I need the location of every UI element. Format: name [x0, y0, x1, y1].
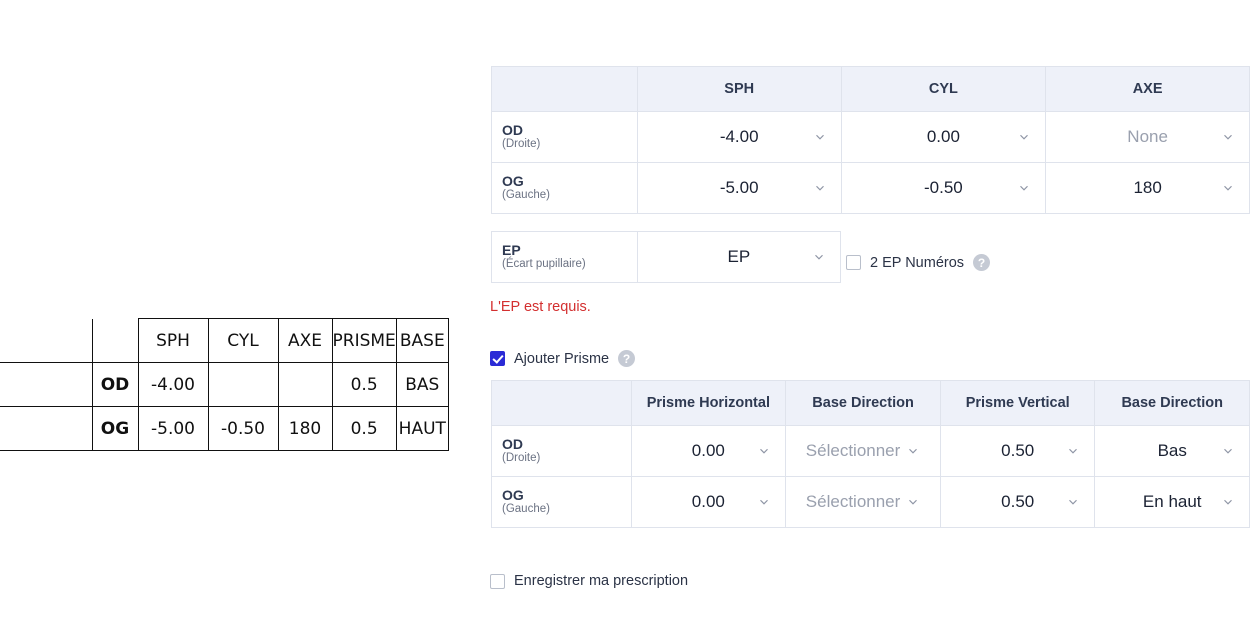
chevron-down-icon	[1017, 181, 1031, 195]
chevron-down-icon	[1066, 495, 1080, 509]
reference-row-eye: OG	[92, 407, 138, 451]
reference-table-header-row	[0, 319, 448, 363]
prism-table	[491, 380, 1250, 528]
prescription-header-row	[492, 67, 1250, 112]
chevron-down-icon	[906, 495, 920, 509]
reference-header-cyl: CYL	[208, 319, 278, 363]
eye-sub-od: (Droite)	[502, 138, 541, 151]
reference-row-sph: -5.00	[138, 407, 208, 451]
save-prescription-row[interactable]	[490, 573, 688, 589]
reference-row-cyl	[208, 363, 278, 407]
eye-sub-og: (Gauche)	[502, 503, 550, 516]
ep-label: EP	[502, 242, 521, 259]
add-prism-row[interactable]	[490, 350, 635, 367]
chevron-down-icon	[1221, 495, 1235, 509]
help-icon[interactable]: ?	[618, 350, 635, 367]
prescription-row-eye-og	[492, 163, 638, 214]
reference-header-blank-2	[92, 319, 138, 363]
prism-header-base-direction-vertical: Base Direction	[1095, 381, 1250, 426]
prescription-table	[491, 66, 1250, 214]
reference-header-blank-1	[0, 319, 92, 363]
ep-sub-label: (Écart pupillaire)	[502, 258, 586, 271]
prism-vertical-select-od[interactable]	[951, 426, 1084, 476]
ep-row	[492, 232, 841, 283]
sph-value-od: -4.00	[719, 127, 759, 146]
base-direction-horizontal-value-od: Sélectionner	[805, 441, 901, 460]
cyl-cell-od[interactable]	[841, 112, 1046, 163]
table-row	[492, 477, 1250, 528]
add-prism-label: Ajouter Prisme	[514, 350, 610, 367]
chevron-down-icon	[1221, 444, 1235, 458]
ep-error-message: L'EP est requis.	[490, 299, 591, 315]
reference-row-blank	[0, 407, 92, 451]
chevron-down-icon	[757, 444, 771, 458]
ep-value: EP	[727, 247, 751, 266]
sph-select-od[interactable]	[648, 112, 831, 162]
chevron-down-icon	[813, 181, 827, 195]
prism-row-eye-od	[492, 426, 632, 477]
prism-header-base-direction-horizontal: Base Direction	[786, 381, 941, 426]
chevron-down-icon	[813, 130, 827, 144]
chevron-down-icon	[906, 444, 920, 458]
sph-cell-og[interactable]	[637, 163, 841, 214]
prism-horizontal-value-og: 0.00	[691, 492, 725, 511]
prescription-header-corner	[492, 67, 638, 112]
chevron-down-icon	[757, 495, 771, 509]
prescription-row-eye-od	[492, 112, 638, 163]
prism-vertical-value-od: 0.50	[1001, 441, 1035, 460]
base-direction-horizontal-select-og[interactable]	[796, 477, 930, 527]
cyl-value-og: -0.50	[924, 178, 963, 197]
reference-row-blank	[0, 363, 92, 407]
reference-row-sph: -4.00	[138, 363, 208, 407]
base-direction-vertical-value-og: En haut	[1142, 492, 1202, 511]
table-row	[492, 163, 1250, 214]
two-ep-numbers-label: 2 EP Numéros	[870, 254, 965, 271]
chevron-down-icon	[1221, 181, 1235, 195]
chevron-down-icon	[1017, 130, 1031, 144]
base-direction-horizontal-cell-od[interactable]	[786, 426, 941, 477]
reference-row-cyl: -0.50	[208, 407, 278, 451]
base-direction-vertical-cell-od[interactable]	[1095, 426, 1250, 477]
eye-code-og: OG	[502, 487, 524, 504]
prism-header-corner	[492, 381, 632, 426]
eye-sub-od: (Droite)	[502, 452, 541, 465]
reference-row-base: HAUT	[396, 407, 448, 451]
save-prescription-checkbox[interactable]	[490, 574, 505, 589]
chevron-down-icon	[1221, 130, 1235, 144]
prism-header-vertical: Prisme Vertical	[941, 381, 1095, 426]
prism-vertical-cell-od[interactable]	[941, 426, 1095, 477]
base-direction-vertical-select-og[interactable]	[1105, 477, 1239, 527]
eye-code-od: OD	[502, 436, 523, 453]
save-prescription-label: Enregistrer ma prescription	[514, 573, 689, 589]
reference-header-prisme: PRISME	[332, 319, 396, 363]
prescription-header-cyl: CYL	[841, 67, 1046, 112]
axe-value-og: 180	[1133, 178, 1162, 197]
axe-cell-od[interactable]	[1046, 112, 1250, 163]
cyl-select-og[interactable]	[852, 163, 1036, 213]
table-row	[492, 112, 1250, 163]
prism-horizontal-select-od[interactable]	[642, 426, 776, 476]
sph-select-og[interactable]	[648, 163, 831, 213]
chevron-down-icon	[812, 250, 826, 264]
add-prism-checkbox[interactable]	[490, 351, 505, 366]
reference-table-row	[0, 407, 448, 451]
reference-header-sph: SPH	[138, 319, 208, 363]
base-direction-vertical-cell-og[interactable]	[1095, 477, 1250, 528]
cyl-select-od[interactable]	[852, 112, 1036, 162]
prescription-header-sph: SPH	[637, 67, 841, 112]
base-direction-horizontal-select-od[interactable]	[796, 426, 930, 476]
reference-prescription-image	[0, 0, 482, 643]
axe-select-od[interactable]	[1056, 112, 1239, 162]
reference-row-base: BAS	[396, 363, 448, 407]
reference-row-prisme: 0.5	[332, 363, 396, 407]
eye-code-og: OG	[502, 173, 524, 190]
reference-table-row	[0, 363, 448, 407]
reference-table	[0, 318, 449, 451]
prism-horizontal-value-od: 0.00	[691, 441, 725, 460]
reference-row-axe	[278, 363, 332, 407]
prism-vertical-value-og: 0.50	[1001, 492, 1035, 511]
prism-row-eye-og	[492, 477, 632, 528]
cyl-value-od: 0.00	[926, 127, 960, 146]
table-row	[492, 426, 1250, 477]
prescription-header-axe: AXE	[1046, 67, 1250, 112]
prism-horizontal-select-og[interactable]	[642, 477, 776, 527]
prism-horizontal-cell-og[interactable]	[631, 477, 786, 528]
help-icon[interactable]: ?	[973, 254, 990, 271]
reference-row-axe: 180	[278, 407, 332, 451]
prism-vertical-cell-og[interactable]	[941, 477, 1095, 528]
cyl-cell-og[interactable]	[841, 163, 1046, 214]
eye-code-od: OD	[502, 122, 523, 139]
reference-row-prisme: 0.5	[332, 407, 396, 451]
prism-horizontal-cell-od[interactable]	[631, 426, 786, 477]
base-direction-vertical-select-od[interactable]	[1105, 426, 1239, 476]
chevron-down-icon	[1066, 444, 1080, 458]
axe-value-od: None	[1127, 127, 1168, 146]
reference-header-base: BASE	[396, 319, 448, 363]
ep-label-cell	[492, 232, 638, 283]
prescription-form-panel	[482, 0, 1260, 643]
base-direction-horizontal-cell-og[interactable]	[786, 477, 941, 528]
prism-header-row	[492, 381, 1250, 426]
prism-header-horizontal: Prisme Horizontal	[631, 381, 786, 426]
base-direction-horizontal-value-og: Sélectionner	[805, 492, 901, 511]
prism-vertical-select-og[interactable]	[951, 477, 1084, 527]
ep-table	[491, 231, 841, 283]
base-direction-vertical-value-od: Bas	[1157, 441, 1187, 460]
two-ep-numbers-row[interactable]	[846, 254, 990, 271]
ep-value-cell[interactable]	[637, 232, 840, 283]
ep-select[interactable]	[648, 232, 830, 282]
sph-cell-od[interactable]	[637, 112, 841, 163]
sph-value-og: -5.00	[719, 178, 759, 197]
eye-sub-og: (Gauche)	[502, 189, 550, 202]
axe-cell-og[interactable]	[1046, 163, 1250, 214]
axe-select-og[interactable]	[1056, 163, 1239, 213]
reference-header-axe: AXE	[278, 319, 332, 363]
two-ep-numbers-checkbox[interactable]	[846, 255, 861, 270]
reference-row-eye: OD	[92, 363, 138, 407]
